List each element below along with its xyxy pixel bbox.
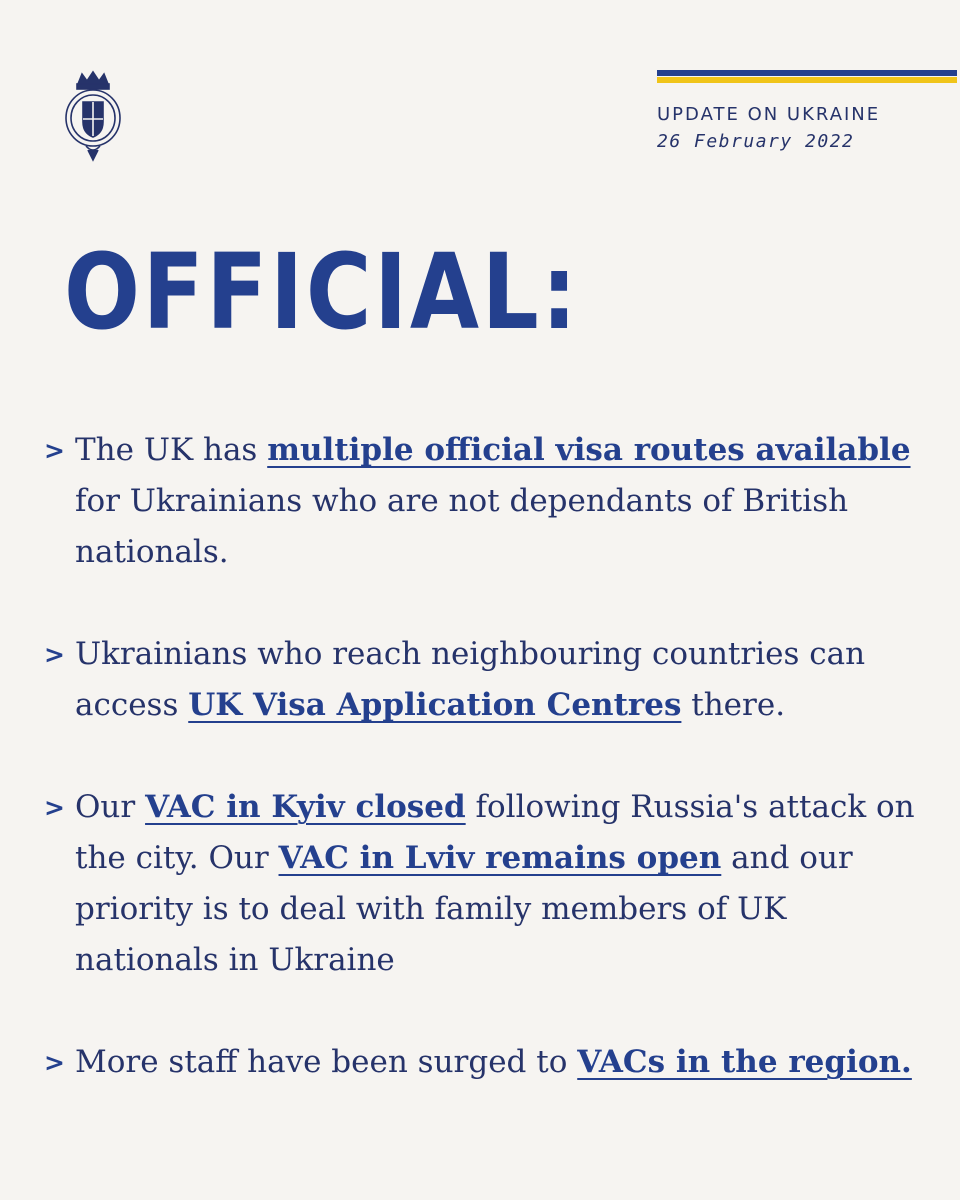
chevron-right-icon: > xyxy=(44,1048,65,1077)
link-vacs-region[interactable]: VACs in the region. xyxy=(577,1044,912,1080)
bullet-item xyxy=(44,425,924,578)
update-title: UPDATE ON UKRAINE xyxy=(657,104,881,125)
ukraine-flag-stripes xyxy=(657,70,957,86)
flag-yellow-stripe xyxy=(657,77,957,83)
bullet-text: there. xyxy=(681,687,786,723)
link-vac-lviv[interactable]: VAC in Lviv remains open xyxy=(278,840,722,876)
link-vac-kyiv[interactable]: VAC in Kyiv closed xyxy=(145,789,466,825)
bullet-text: for Ukrainians who are not dependants of British nationals. xyxy=(75,483,849,570)
link-visa-application-centres[interactable]: UK Visa Application Centres xyxy=(188,687,682,723)
bullet-item xyxy=(44,782,924,986)
bullet-text: Ukrainians who reach neighbouring countries can access xyxy=(75,636,866,723)
bullet-item xyxy=(44,629,924,731)
bullet-text: The UK has xyxy=(75,432,268,468)
bullet-item xyxy=(44,1037,924,1088)
flag-blue-stripe xyxy=(657,70,957,76)
royal-crest-icon xyxy=(62,70,124,162)
update-date: 26 February 2022 xyxy=(657,131,855,152)
bullet-text: Our xyxy=(75,789,146,825)
chevron-right-icon: > xyxy=(44,640,65,669)
chevron-right-icon: > xyxy=(44,793,65,822)
bullet-text: and our priority is to deal with family members of UK nationals in Ukraine xyxy=(75,840,853,978)
bullet-list xyxy=(44,425,924,1139)
headline: OFFICIAL: xyxy=(64,231,580,353)
link-visa-routes[interactable]: multiple official visa routes available xyxy=(267,432,911,468)
bullet-text: following Russia's attack on the city. Our xyxy=(75,789,915,876)
bullet-text: More staff have been surged to xyxy=(75,1044,578,1080)
chevron-right-icon: > xyxy=(44,436,65,465)
